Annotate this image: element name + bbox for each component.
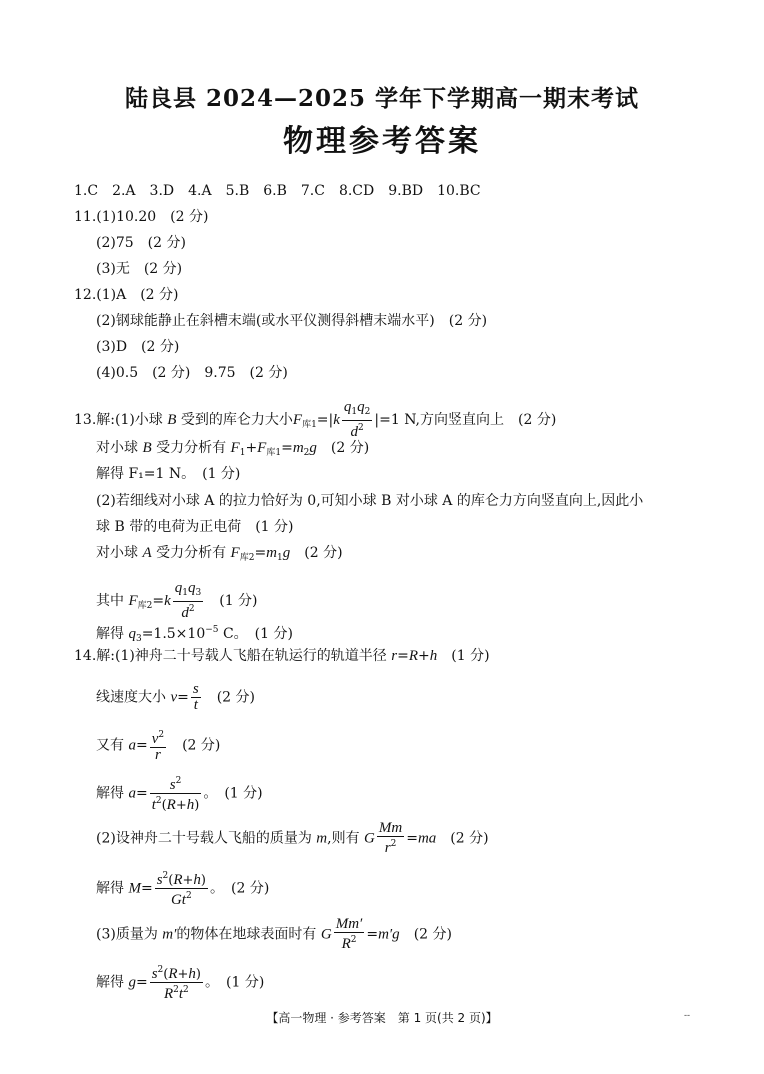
q13-line-3: 解得 F₁=1 N。 (1 分) [96,466,241,482]
q13-line-5: 球 B 带的电荷为正电荷 (1 分) [96,519,294,535]
corner-mark: -- [684,1011,691,1021]
q14-line-4: 解得 a= $\frac{s^2}{t^2(R+h)}$ 。 (1 分) [96,776,263,813]
q13-line-6: 对小球 A 受力分析有 $F_{库2}=m_1g$ (2 分) [96,545,343,563]
q13-line-2: 对小球 B 受力分析有 $F_1+F_{库1}=m_2g$ (2 分) [96,440,370,458]
q12-answer-1: 12.(1)A (2 分) [74,287,179,303]
q11-answer-3: (3)无 (2 分) [96,261,183,277]
page-footer: 【高一物理 · 参考答案 第 1 页(共 2 页)】 [266,1011,498,1025]
q11-answer-1: 11.(1)10.20 (2 分) [74,209,209,225]
q14-line-1: 14.解:(1)神舟二十号载人飞船在轨运行的轨道半径 r=R+h (1 分) [74,648,490,664]
q12-answer-3: (3)D (2 分) [96,339,180,355]
mc-answers: 1.C 2.A 3.D 4.A 5.B 6.B 7.C 8.CD 9.BD 10.BC [74,183,481,199]
q14-line-6: 解得 M= $\frac{s^2(R+h)}{Gt^2}$ 。 (2 分) [96,871,270,908]
q13-line-4: (2)若细线对小球 A 的拉力恰好为 0,可知小球 B 对小球 A 的库仑力方向竖直向上,因此小 [96,493,644,509]
q14-line-2: 线速度大小 v= $\frac{s}{t}$ (2 分) [96,681,255,713]
q12-answer-4: (4)0.5 (2 分) 9.75 (2 分) [96,365,288,381]
q12-answer-2: (2)钢球能静止在斜槽末端(或水平仪测得斜槽末端水平) (2 分) [96,313,488,329]
q13-line-1: 13.解:(1)小球 B 受到的库仑力大小$F_{库1}=|k$ $\frac{q_1q_2}{d^2}$ |=1 N,方向竖直向上 (2 分) [74,399,557,440]
q14-line-3: 又有 a= $\frac{v^2}{r}$ (2 分) [96,730,221,763]
q13-line-7: 其中 $F_{库2}=k$ $\frac{q_1q_3}{d^2}$ (1 分) [96,580,258,621]
page-title: 陆良县 2024—2025 学年下学期高一期末考试 [124,85,640,112]
q13-line-8: 解得 $q_3=1.5\times 10^{-5}$ C。 (1 分) [96,625,293,644]
q14-line-8: 解得 g= $\frac{s^2(R+h)}{R^2t^2}$ 。 (1 分) [96,965,265,1002]
page-subtitle: 物理参考答案 [283,124,481,159]
q14-line-5: (2)设神舟二十号载人飞船的质量为 m,则有 G $\frac{Mm}{r^2}$ =ma (2 分) [96,820,489,856]
q14-line-7: (3)质量为 m′的物体在地球表面时有 G $\frac{Mm'}{R^2}$ =m′g (2 分) [96,916,452,952]
q11-answer-2: (2)75 (2 分) [96,235,186,251]
